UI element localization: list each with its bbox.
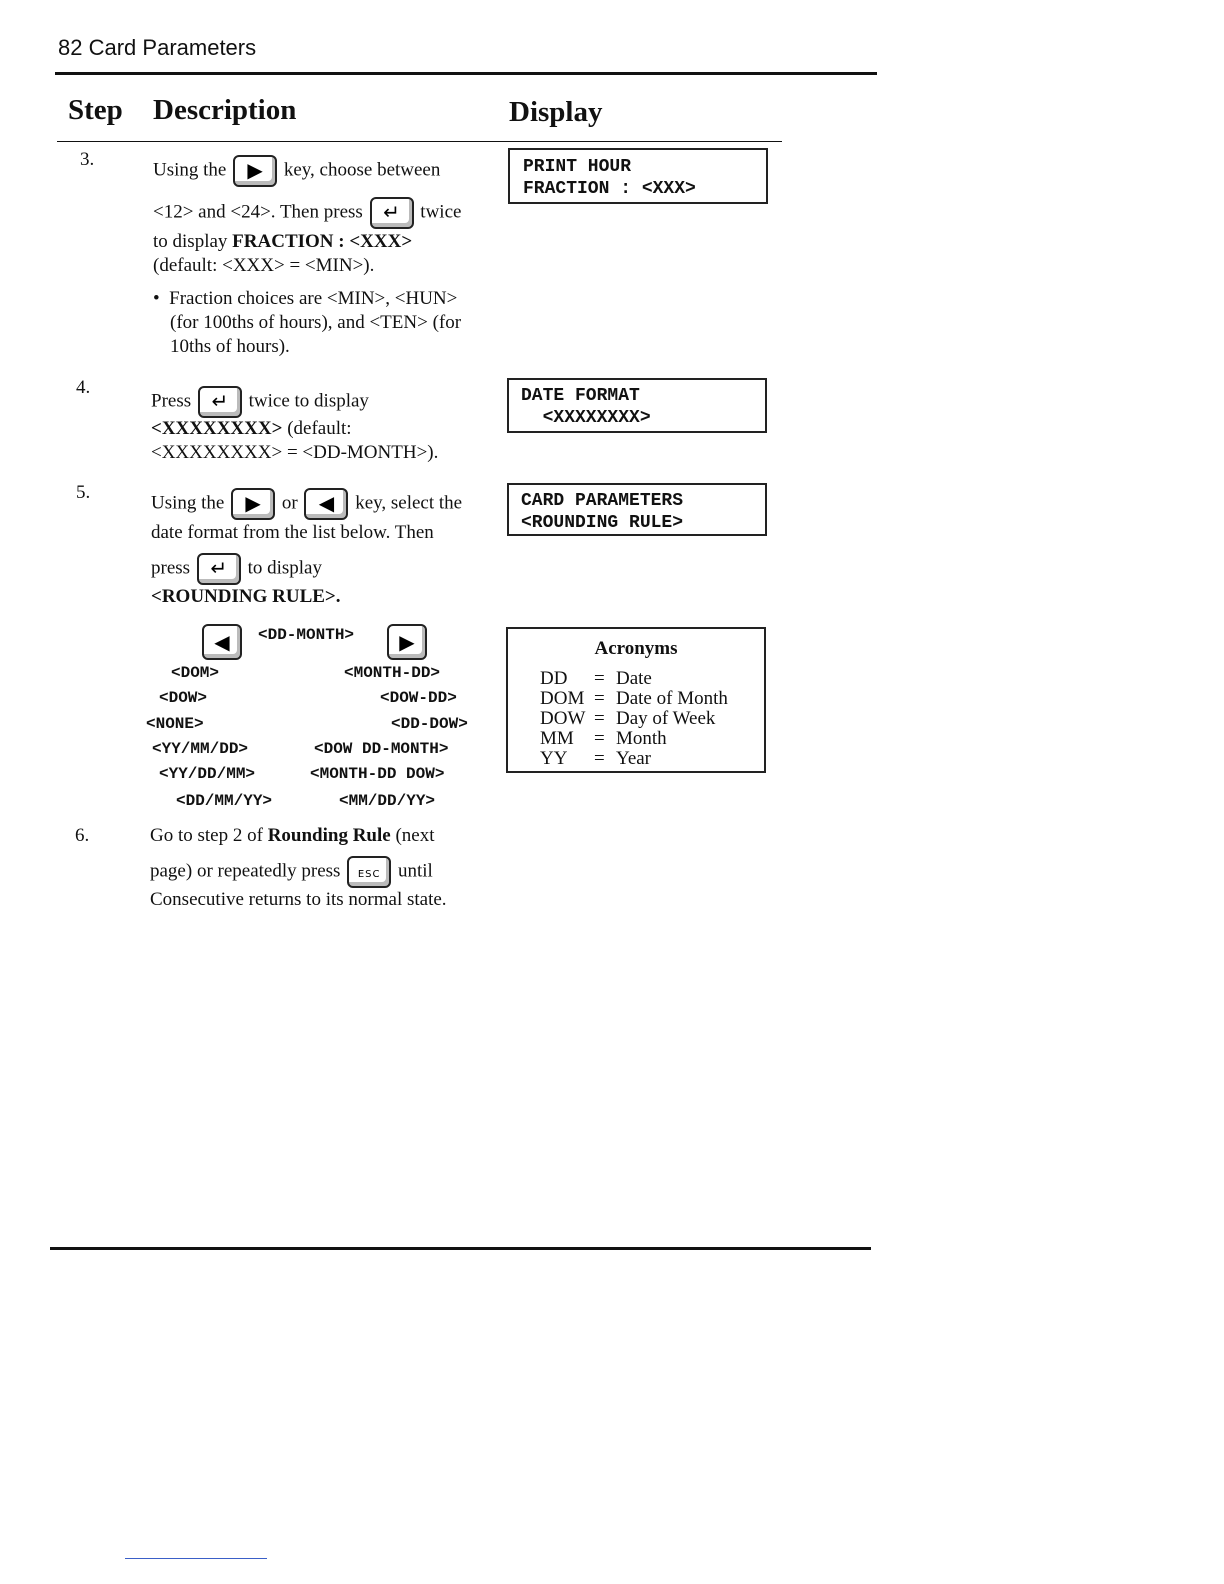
format-left-option: <NONE> xyxy=(146,715,204,733)
format-left-key xyxy=(200,624,244,660)
acronym-meaning: Day of Week xyxy=(616,708,716,729)
left-arrow-key-icon xyxy=(304,488,348,520)
right-arrow-glyph: ▶ xyxy=(399,630,415,654)
display-line: DATE FORMAT xyxy=(521,386,640,406)
text: (for 100ths of hours), and <TEN> (for xyxy=(170,312,462,333)
format-right-option: <MM/DD/YY> xyxy=(339,792,436,810)
page-header xyxy=(58,34,256,62)
display-line: PRINT HOUR xyxy=(523,157,632,177)
step4-line3: <XXXXXXXX> = <DD-MONTH>). xyxy=(151,442,439,463)
footer-rule xyxy=(50,1247,871,1250)
acronyms-table xyxy=(540,669,728,769)
esc-glyph: ESC xyxy=(357,869,381,880)
step-column-header: Step xyxy=(68,94,123,126)
esc-key-icon xyxy=(347,856,391,888)
text: until xyxy=(397,860,433,882)
acronym-meaning: Year xyxy=(616,748,652,769)
acronyms-box xyxy=(506,627,766,773)
display-line: <XXXXXXXX> xyxy=(521,408,651,428)
text: (default: xyxy=(282,418,352,439)
acronym-abbr: MM xyxy=(540,728,574,749)
step6-line3: Consecutive returns to its normal state. xyxy=(150,889,447,910)
text: press xyxy=(151,557,191,579)
step3-bullet xyxy=(153,287,461,359)
step4-line1 xyxy=(151,386,369,418)
enter-glyph: ↵ xyxy=(211,389,229,413)
text: <12> and <24>. Then press xyxy=(153,201,363,223)
enter-key-icon xyxy=(197,553,241,585)
format-right-key xyxy=(385,624,429,660)
rounding-rule-label: Rounding Rule xyxy=(267,825,391,846)
format-right-option: <DOW-DD> xyxy=(380,689,457,707)
left-arrow-glyph: ◀ xyxy=(318,491,335,515)
acronym-meaning: Date xyxy=(616,668,652,689)
step3-line3 xyxy=(153,230,412,254)
format-center: <DD-MONTH> xyxy=(258,626,355,644)
display-line: FRACTION : <XXX> xyxy=(523,179,696,199)
acronym-eq: = xyxy=(594,728,605,749)
text: twice xyxy=(420,201,462,223)
date-format-placeholder: <XXXXXXXX> xyxy=(151,418,283,439)
enter-glyph: ↵ xyxy=(210,556,228,580)
right-arrow-glyph: ▶ xyxy=(245,491,261,515)
fraction-label: FRACTION : <XXX> xyxy=(232,231,413,252)
text: Press xyxy=(151,390,192,412)
right-arrow-key-icon xyxy=(231,488,275,520)
acronym-eq: = xyxy=(594,708,605,729)
text: 10ths of hours). xyxy=(170,336,290,357)
right-arrow-key-icon xyxy=(233,155,277,187)
text: Fraction choices are <MIN>, <HUN> xyxy=(169,288,458,309)
left-arrow-glyph: ◀ xyxy=(214,630,230,654)
acronym-abbr: DOW xyxy=(540,708,586,729)
page-number: 82 xyxy=(58,35,83,60)
text: to display xyxy=(153,231,228,252)
step5-line4: <ROUNDING RULE>. xyxy=(151,586,341,607)
text: Using the xyxy=(151,492,225,514)
header-rule xyxy=(55,72,877,75)
step-number: 4. xyxy=(76,377,91,398)
acronym-row xyxy=(540,749,728,769)
step5-line1 xyxy=(151,488,462,520)
enter-glyph: ↵ xyxy=(383,200,400,224)
acronym-eq: = xyxy=(594,668,605,689)
step6-line1 xyxy=(150,824,435,848)
acronym-row xyxy=(540,689,728,709)
step3-line2 xyxy=(153,197,461,229)
text: or xyxy=(281,492,298,514)
lcd-display-box xyxy=(507,483,767,536)
format-left-option: <DD/MM/YY> xyxy=(176,792,273,810)
format-right-option: <DD-DOW> xyxy=(391,715,468,733)
format-right-option: <DOW DD-MONTH> xyxy=(314,740,449,758)
description-column-header: Description xyxy=(153,94,297,126)
acronym-abbr: DD xyxy=(540,668,568,689)
footer-link-underline xyxy=(125,1558,267,1559)
text: key, select the xyxy=(355,492,463,514)
step3-line4: (default: <XXX> = <MIN>). xyxy=(153,255,375,276)
text: page) or repeatedly press xyxy=(150,860,341,882)
text: key, choose between xyxy=(283,159,441,181)
format-left-option: <YY/MM/DD> xyxy=(152,740,249,758)
acronym-meaning: Date of Month xyxy=(616,688,728,709)
step3-line1 xyxy=(153,155,440,187)
right-arrow-key-icon xyxy=(387,624,427,660)
acronym-abbr: DOM xyxy=(540,688,585,709)
lcd-display-box xyxy=(507,378,767,433)
format-left-option: <DOM> xyxy=(171,664,220,682)
right-arrow-glyph: ▶ xyxy=(247,158,263,182)
display-column-header: Display xyxy=(509,96,603,128)
enter-key-icon xyxy=(198,386,242,418)
step5-line2: date format from the list below. Then xyxy=(151,522,434,543)
lcd-display-box xyxy=(508,148,768,204)
text: Using the xyxy=(153,159,227,181)
text: to display xyxy=(247,557,322,579)
step-number: 6. xyxy=(75,825,90,846)
step-number: 3. xyxy=(80,149,95,170)
display-line: CARD PARAMETERS xyxy=(521,491,684,511)
column-header-rule xyxy=(57,141,782,142)
left-arrow-key-icon xyxy=(202,624,242,660)
acronym-row xyxy=(540,669,728,689)
text: Go to step 2 of xyxy=(150,825,263,846)
acronym-row xyxy=(540,709,728,729)
acronym-abbr: YY xyxy=(540,748,568,769)
section-title: Card Parameters xyxy=(88,35,257,60)
text: twice to display xyxy=(248,390,369,412)
acronym-row xyxy=(540,729,728,749)
step4-line2 xyxy=(151,417,352,441)
enter-key-icon xyxy=(370,197,414,229)
format-right-option: <MONTH-DD> xyxy=(344,664,441,682)
acronym-eq: = xyxy=(594,748,605,769)
acronym-meaning: Month xyxy=(616,728,667,749)
step-number: 5. xyxy=(76,482,91,503)
format-left-option: <YY/DD/MM> xyxy=(159,765,256,783)
acronyms-title: Acronyms xyxy=(594,638,678,659)
display-line: <ROUNDING RULE> xyxy=(521,513,684,533)
step5-line3 xyxy=(151,553,322,585)
format-left-option: <DOW> xyxy=(159,689,208,707)
step6-line2 xyxy=(150,856,433,888)
text: (next xyxy=(390,825,435,846)
format-right-option: <MONTH-DD DOW> xyxy=(310,765,445,783)
bullet: • xyxy=(153,288,170,309)
acronym-eq: = xyxy=(594,688,605,709)
